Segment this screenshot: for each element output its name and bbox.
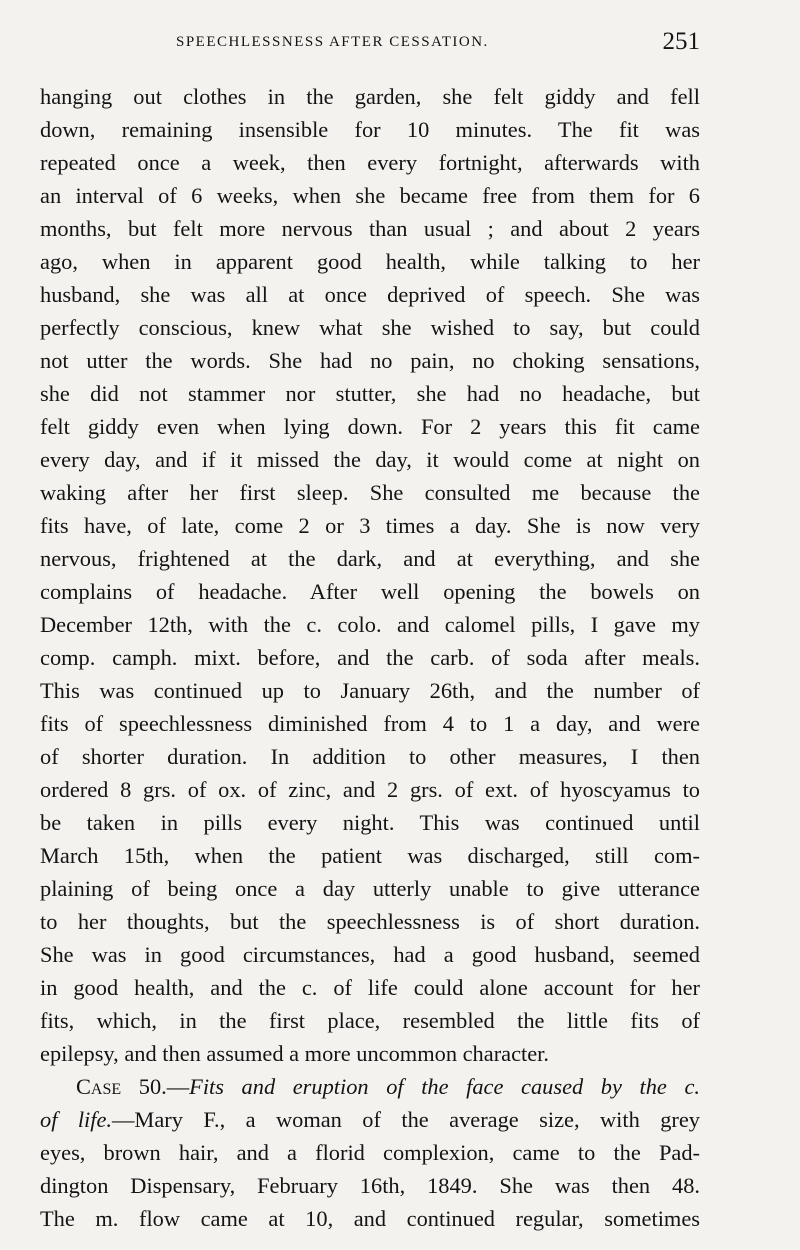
- case-50-line-2-text: —Mary F., a woman of the average size, with grey: [112, 1107, 700, 1132]
- text-line: hanging out clothes in the garden, she felt giddy and fell: [40, 84, 700, 109]
- text-line: plaining of being once a day utterly unable to give utterance: [40, 876, 700, 901]
- text-line: not utter the words. She had no pain, no choking sensations,: [40, 348, 700, 373]
- text-line: felt giddy even when lying down. For 2 years this fit came: [40, 414, 700, 439]
- text-line: nervous, frightened at the dark, and at everything, and she: [40, 546, 700, 571]
- text-line: dington Dispensary, February 16th, 1849. She was then 48.: [40, 1173, 700, 1198]
- text-line: she did not stammer nor stutter, she had no headache, but: [40, 381, 700, 406]
- text-line: eyes, brown hair, and a florid complexion, came to the Pad-: [40, 1140, 700, 1165]
- text-line: March 15th, when the patient was discharged, still com-: [40, 843, 700, 868]
- paragraph-case-continuation: [40, 80, 700, 1070]
- text-line: down, remaining insensible for 10 minutes. The fit was: [40, 117, 700, 142]
- case-number: 50.—: [121, 1074, 190, 1099]
- text-line: husband, she was all at once deprived of speech. She was: [40, 282, 700, 307]
- text-line: an interval of 6 weeks, when she became free from them for 6: [40, 183, 700, 208]
- text-line: to her thoughts, but the speechlessness is of short duration.: [40, 909, 700, 934]
- text-line: complains of headache. After well opening the bowels on: [40, 579, 700, 604]
- text-line: This was continued up to January 26th, and the number of: [40, 678, 700, 703]
- text-line: fits of speechlessness diminished from 4 to 1 a day, and were: [40, 711, 700, 736]
- text-line: fits, which, in the first place, resembled the little fits of: [40, 1008, 700, 1033]
- text-line: epilepsy, and then assumed a more uncommon character.: [40, 1041, 550, 1066]
- body-text: [40, 80, 700, 1235]
- page-number: 251: [662, 28, 700, 55]
- text-line: in good health, and the c. of life could alone account for her: [40, 975, 700, 1000]
- text-line: comp. camph. mixt. before, and the carb. of soda after meals.: [40, 645, 700, 670]
- page-header: [40, 28, 700, 62]
- paragraph-case-50: [40, 1070, 700, 1235]
- text-line: of shorter duration. In addition to other measures, I then: [40, 744, 700, 769]
- case-title-part1: Fits and eruption of the face caused by the c.: [189, 1074, 700, 1099]
- case-label: Case: [76, 1074, 122, 1099]
- text-line: waking after her first sleep. She consulted me because the: [40, 480, 700, 505]
- text-line: repeated once a week, then every fortnight, afterwards with: [40, 150, 700, 175]
- text-line: every day, and if it missed the day, it would come at night on: [40, 447, 700, 472]
- case-50-line-2: [40, 1103, 700, 1136]
- text-line: be taken in pills every night. This was continued until: [40, 810, 700, 835]
- text-line: ordered 8 grs. of ox. of zinc, and 2 grs. of ext. of hyoscyamus to: [40, 777, 700, 802]
- text-line: She was in good circumstances, had a good husband, seemed: [40, 942, 700, 967]
- text-line: The m. flow came at 10, and continued regular, sometimes: [40, 1206, 700, 1231]
- text-line: fits have, of late, come 2 or 3 times a day. She is now very: [40, 513, 700, 538]
- text-line: ago, when in apparent good health, while talking to her: [40, 249, 700, 274]
- case-50-heading-line: [40, 1070, 700, 1103]
- text-line: December 12th, with the c. colo. and calomel pills, I gave my: [40, 612, 700, 637]
- case-50-lines: [40, 1136, 700, 1235]
- text-line: perfectly conscious, knew what she wished to say, but could: [40, 315, 700, 340]
- running-head: SPEECHLESSNESS AFTER CESSATION.: [176, 34, 489, 50]
- text-line: months, but felt more nervous than usual ; and about 2 years: [40, 216, 700, 241]
- case-title-part2: of life.: [40, 1107, 113, 1132]
